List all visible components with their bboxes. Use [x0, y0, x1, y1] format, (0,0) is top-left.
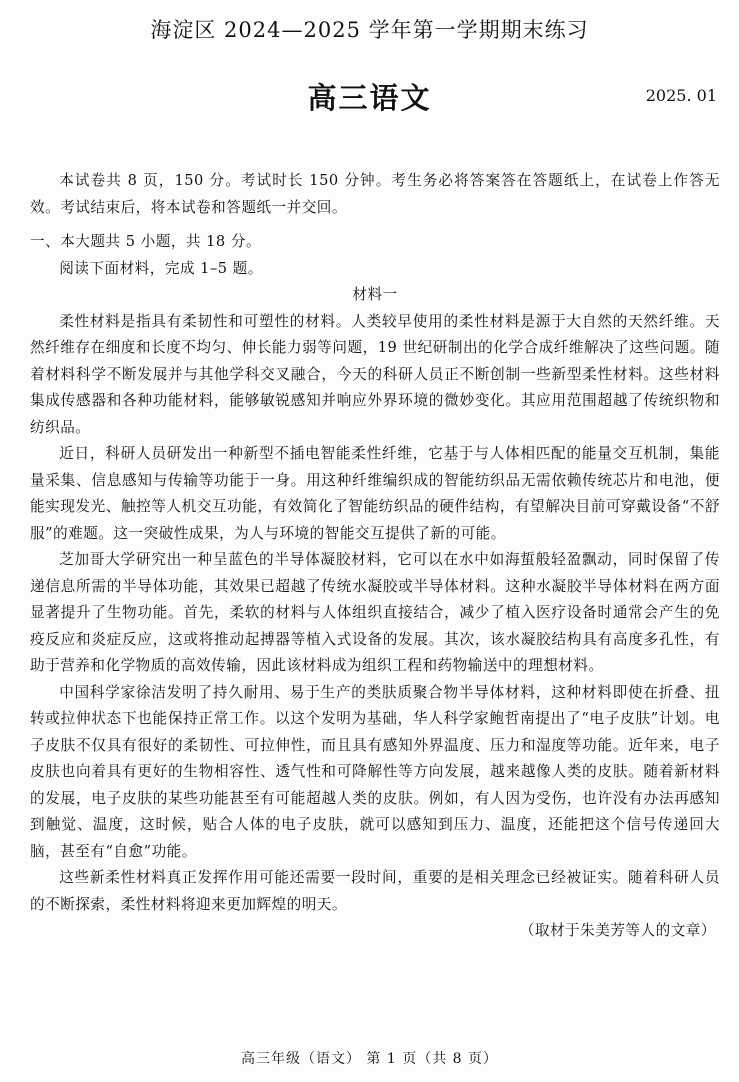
subject-title: 高三语文 — [307, 81, 432, 115]
paragraph: 这些新柔性材料真正发挥作用可能还需要一段时间，重要的是相关理念已经被证实。随着科研人员的不断探索，柔性材料将迎来更加辉煌的明天。 — [30, 869, 720, 913]
question-prompt: 阅读下面材料，完成 1–5 题。 — [59, 259, 263, 277]
page-footer: 高三年级（语文） 第 1 页（共 8 页） — [240, 1051, 499, 1067]
material-title: 材料一 — [352, 286, 398, 303]
exam-date: 2025. 01 — [645, 86, 717, 105]
paragraph: 中国科学家徐洁发明了持久耐用、易于生产的类肤质聚合物半导体材料，这种材料即使在折叠、扭转或拉伸状态下也能保持正常工作。以这个发明为基础，华人科学家鲍哲南提出了“电子皮肤”计划。电子皮肤不仅具有很好的柔韧性、可拉伸性，而且具有感知外界温度、压力和湿度等功能。近年来，电子皮肤也向着具有更好的生物相容性、透气性和可降解性等方向发展，越来越像人类的皮肤。随着新材料的发展，电子皮肤的某些功能甚至有可能超越人类的皮肤。例如，有人因为受伤，也许没有办法再感知到触觉、温度，这时候，贴合人体的电子皮肤，就可以感知到压力、温度，还能把这个信号传递回大脑，甚至有“自愈”功能。 — [30, 683, 720, 860]
paragraph: 近日，科研人员研发出一种新型不插电智能柔性纤维，它基于与人体相匹配的能量交互机制，集能量采集、信息感知与传输等功能于一身。用这种纤维编织成的智能纺织品无需依赖传统芯片和电池，便能实现发光、触控等人机交互功能，有效简化了智能纺织品的硬件结构，有望解决目前可穿戴设备“不舒服”的难题。这一突破性成果，为人与环境的智能交互提供了新的可能。 — [30, 445, 720, 542]
source-citation: （取材于朱美芳等人的文章） — [519, 922, 716, 939]
paragraph: 芝加哥大学研究出一种呈蓝色的半导体凝胶材料，它可以在水中如海蜇般轻盈飘动，同时保留了传递信息所需的半导体功能，其效果已超越了传统水凝胶或半导体材料。这种水凝胶半导体材料在两方面显著提升了生物功能。首先，柔软的材料与人体组织直接结合，减少了植入医疗设备时通常会产生的免疫反应和炎症反应，这或将推动起搏器等植入式设备的发展。其次，该水凝胶结构具有高度多孔性，有助于营养和化学物质的高效传输，因此该材料成为组织工程和药物输送中的理想材料。 — [30, 551, 720, 674]
exam-content — [30, 168, 720, 945]
exam-title: 海淀区 2024—2025 学年第一学期期末练习 — [150, 18, 589, 42]
section-heading: 一、本大题共 5 小题，共 18 分。 — [30, 233, 262, 250]
exam-instructions: 本试卷共 8 页，150 分。考试时长 150 分钟。考生务必将答案答在答题纸上，在试卷上作答无效。考试结束后，将本试卷和答题纸一并交回。 — [30, 172, 720, 216]
paragraph: 柔性材料是指具有柔韧性和可塑性的材料。人类较早使用的柔性材料是源于大自然的天然纤维。天然纤维存在细度和长度不均匀、伸长能力弱等问题，19 世纪研制出的化学合成纤维解决了这些问题。随着材料科学不断发展并与其他学科交叉融合，今天的科研人员正不断创制一些新型柔性材料。这些材料集成传感器和各种功能材料，能够敏锐感知并响应外界环境的微妙变化。其应用范围超越了传统织物和纺织品。 — [30, 312, 720, 436]
